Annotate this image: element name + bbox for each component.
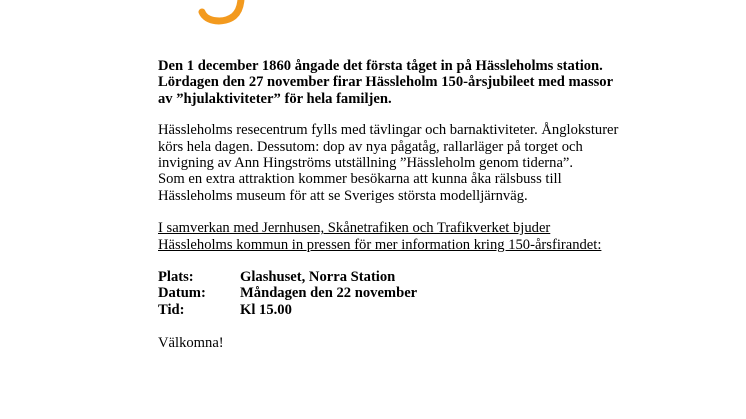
invite-line: I samverkan med Jernhusen, Skånetrafiken och Trafikverket bjuder <box>158 220 551 237</box>
detail-row-date <box>158 285 718 301</box>
logo-fragment <box>196 0 256 26</box>
place-label: Plats: <box>158 269 194 286</box>
intro-line: Lördagen den 27 november firar Hässleholm 150-årsjubileet med massor <box>158 74 614 91</box>
date-value: Måndagen den 22 november <box>240 285 418 302</box>
press-release <box>158 58 718 352</box>
intro-paragraph <box>158 58 718 107</box>
detail-row-place <box>158 269 718 285</box>
logo-stroke <box>202 0 241 21</box>
time-label: Tid: <box>158 301 185 318</box>
time-value: Kl 15.00 <box>240 301 292 318</box>
place-value: Glashuset, Norra Station <box>240 269 396 286</box>
invite-line: Hässleholms kommun in pressen för mer information kring 150-årsfirandet: <box>158 236 602 253</box>
detail-row-time <box>158 302 718 318</box>
body-line: körs hela dagen. Dessutom: dop av nya pågatåg, rallarläger på torget och <box>158 138 583 155</box>
date-label: Datum: <box>158 285 206 302</box>
intro-line: av ”hjulaktiviteter” för hela familjen. <box>158 90 392 107</box>
body-paragraph <box>158 122 718 204</box>
event-details <box>158 269 718 318</box>
body-line: Hässleholms resecentrum fylls med tävlingar och barnaktiviteter. Ångloksturer <box>158 122 619 139</box>
body-line: invigning av Ann Hingströms utställning ”Hässleholm genom tiderna”. <box>158 155 574 172</box>
intro-line: Den 1 december 1860 ångade det första tåget in på Hässleholms station. <box>158 58 603 74</box>
invitation-paragraph <box>158 220 718 253</box>
body-line: Hässleholms museum för att se Sveriges största modelljärnväg. <box>158 187 528 204</box>
closing-greeting: Välkomna! <box>158 335 224 352</box>
body-line: Som en extra attraktion kommer besökarna att kunna åka rälsbuss till <box>158 171 562 188</box>
